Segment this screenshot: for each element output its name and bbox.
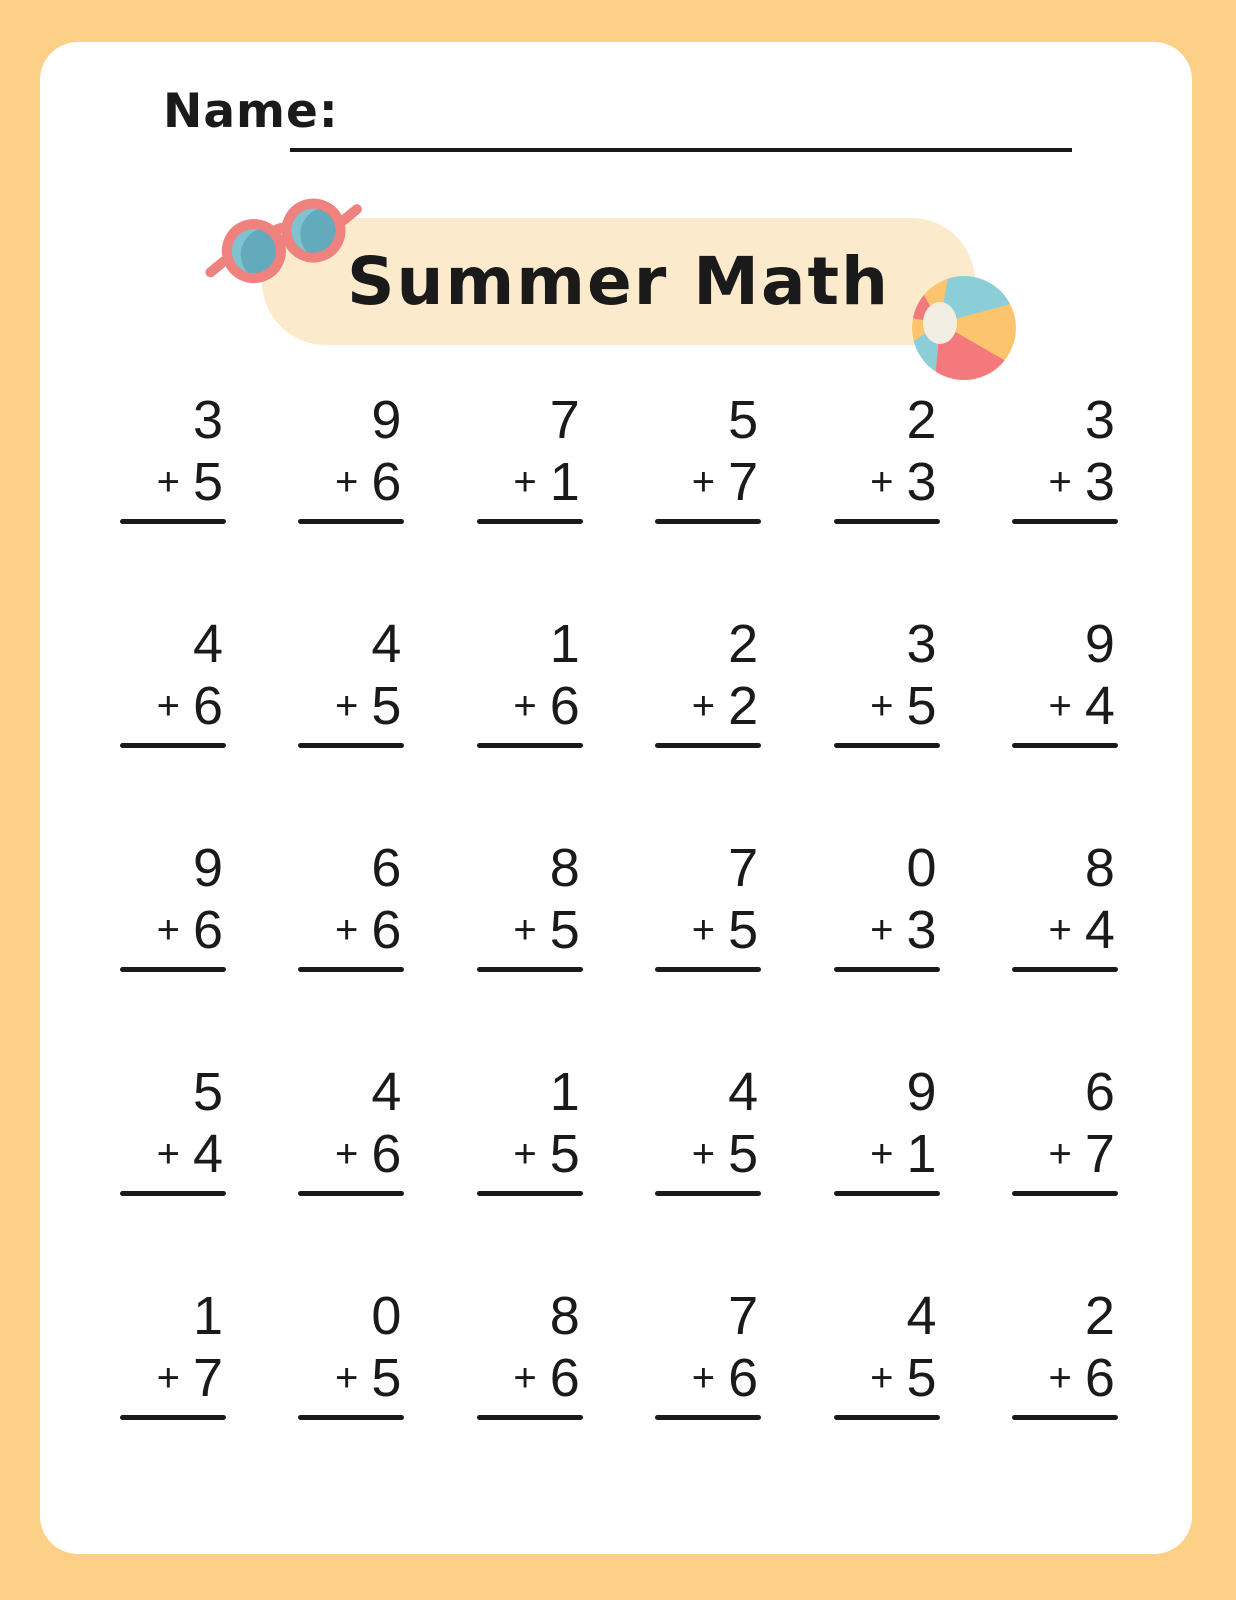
plus-operator: +: [156, 1132, 180, 1177]
addend-top: 3: [192, 390, 223, 450]
addition-problem: [120, 1288, 230, 1512]
addend-top: 7: [549, 390, 580, 450]
addend-top: 4: [906, 1286, 937, 1346]
answer-line[interactable]: [120, 1191, 226, 1196]
addend-top: 3: [1084, 390, 1115, 450]
addition-problem: [1012, 392, 1122, 616]
plus-operator: +: [156, 908, 180, 953]
answer-line[interactable]: [477, 967, 583, 972]
answer-line[interactable]: [298, 519, 404, 524]
plus-operator: +: [513, 460, 537, 505]
addend-bottom: 6: [371, 452, 402, 513]
plus-operator: +: [156, 684, 180, 729]
addend-bottom: 7: [1084, 1124, 1115, 1185]
addend-bottom-row: [655, 1348, 765, 1409]
addition-problem: [1012, 1064, 1122, 1288]
answer-line[interactable]: [834, 743, 940, 748]
plus-operator: +: [691, 1132, 716, 1177]
addition-problem: [477, 1288, 587, 1512]
addend-top: 0: [371, 1286, 402, 1346]
addition-problem: [477, 616, 587, 840]
addition-problem: [298, 392, 408, 616]
addend-bottom: 5: [728, 900, 759, 961]
plus-operator: +: [1048, 1132, 1072, 1177]
addend-bottom: 1: [906, 1124, 937, 1185]
addend-top: 5: [728, 390, 759, 450]
addition-problem: [477, 840, 587, 1064]
addition-problem: [120, 840, 230, 1064]
addend-bottom-row: [1012, 1124, 1122, 1185]
addend-bottom: 2: [728, 676, 759, 737]
addend-top: 8: [549, 838, 580, 898]
answer-line[interactable]: [120, 519, 226, 524]
answer-line[interactable]: [120, 967, 226, 972]
addend-bottom-row: [298, 1124, 408, 1185]
addend-top: 1: [549, 614, 580, 674]
answer-line[interactable]: [1012, 743, 1118, 748]
addend-top: 9: [192, 838, 223, 898]
addend-bottom: 5: [549, 900, 580, 961]
addend-bottom: 3: [906, 452, 937, 513]
addend-bottom-row: [1012, 452, 1122, 513]
plus-operator: +: [513, 1356, 537, 1401]
addition-problem: [834, 616, 944, 840]
addend-top: 1: [192, 1286, 223, 1346]
addend-top: 9: [371, 390, 402, 450]
answer-line[interactable]: [1012, 1415, 1118, 1420]
addend-top: 3: [906, 614, 937, 674]
plus-operator: +: [870, 684, 894, 729]
addition-problem: [1012, 1288, 1122, 1512]
addition-problem: [477, 392, 587, 616]
addend-top: 5: [192, 1062, 223, 1122]
addend-bottom: 6: [192, 900, 223, 961]
answer-line[interactable]: [655, 743, 761, 748]
addend-bottom-row: [298, 1348, 408, 1409]
addend-bottom-row: [1012, 1348, 1122, 1409]
addend-bottom: 5: [906, 676, 937, 737]
addition-problem: [298, 840, 408, 1064]
addition-problem: [834, 392, 944, 616]
answer-line[interactable]: [477, 743, 583, 748]
addend-bottom-row: [655, 900, 765, 961]
answer-line[interactable]: [477, 1415, 583, 1420]
addend-bottom-row: [120, 900, 230, 961]
answer-line[interactable]: [655, 1191, 761, 1196]
plus-operator: +: [691, 908, 716, 953]
answer-line[interactable]: [298, 967, 404, 972]
addition-problem: [120, 616, 230, 840]
addend-bottom-row: [477, 1124, 587, 1185]
name-label: Name:: [163, 84, 339, 139]
plus-operator: +: [1048, 460, 1072, 505]
addend-bottom-row: [120, 1348, 230, 1409]
addend-bottom-row: [477, 900, 587, 961]
addition-problem: [834, 1064, 944, 1288]
addend-bottom: 3: [1084, 452, 1115, 513]
addend-top: 8: [1084, 838, 1115, 898]
addend-bottom-row: [655, 452, 765, 513]
addend-bottom-row: [655, 676, 765, 737]
addend-bottom: 6: [728, 1348, 759, 1409]
answer-line[interactable]: [298, 743, 404, 748]
answer-line[interactable]: [298, 1191, 404, 1196]
addend-top: 8: [549, 1286, 580, 1346]
problems-grid: [120, 392, 1122, 1512]
addend-bottom: 5: [371, 1348, 402, 1409]
addend-bottom-row: [655, 1124, 765, 1185]
addend-top: 7: [728, 838, 759, 898]
addend-bottom-row: [1012, 900, 1122, 961]
answer-line[interactable]: [1012, 519, 1118, 524]
addend-bottom: 6: [371, 1124, 402, 1185]
plus-operator: +: [691, 684, 716, 729]
addend-bottom-row: [834, 676, 944, 737]
plus-operator: +: [334, 1132, 359, 1177]
addend-bottom-row: [477, 676, 587, 737]
addend-bottom-row: [834, 1124, 944, 1185]
plus-operator: +: [691, 460, 716, 505]
addend-bottom: 6: [549, 676, 580, 737]
plus-operator: +: [870, 460, 894, 505]
addend-bottom-row: [1012, 676, 1122, 737]
addend-top: 0: [906, 838, 937, 898]
plus-operator: +: [334, 1356, 359, 1401]
addend-bottom: 5: [192, 452, 223, 513]
addend-bottom: 7: [728, 452, 759, 513]
plus-operator: +: [870, 1132, 894, 1177]
addend-top: 4: [728, 1062, 759, 1122]
addition-problem: [655, 392, 765, 616]
addition-problem: [298, 1288, 408, 1512]
addend-top: 4: [371, 614, 402, 674]
addend-bottom: 5: [728, 1124, 759, 1185]
plus-operator: +: [513, 908, 537, 953]
addend-bottom-row: [477, 1348, 587, 1409]
addend-bottom: 6: [192, 676, 223, 737]
plus-operator: +: [1048, 684, 1072, 729]
plus-operator: +: [870, 908, 894, 953]
addend-bottom-row: [477, 452, 587, 513]
answer-line[interactable]: [655, 519, 761, 524]
addend-top: 2: [1084, 1286, 1115, 1346]
answer-line[interactable]: [1012, 967, 1118, 972]
addend-bottom: 5: [549, 1124, 580, 1185]
plus-operator: +: [1048, 1356, 1072, 1401]
addition-problem: [477, 1064, 587, 1288]
plus-operator: +: [691, 1356, 716, 1401]
addend-bottom: 5: [371, 676, 402, 737]
addition-problem: [298, 616, 408, 840]
addition-problem: [655, 1288, 765, 1512]
answer-line[interactable]: [120, 1415, 226, 1420]
answer-line[interactable]: [655, 967, 761, 972]
addend-bottom: 6: [549, 1348, 580, 1409]
addition-problem: [1012, 616, 1122, 840]
answer-line[interactable]: [298, 1415, 404, 1420]
plus-operator: +: [870, 1356, 894, 1401]
addition-problem: [298, 1064, 408, 1288]
addend-top: 9: [906, 1062, 937, 1122]
addition-problem: [120, 1064, 230, 1288]
addend-bottom: 4: [1084, 900, 1115, 961]
addend-bottom-row: [120, 452, 230, 513]
addend-bottom: 6: [371, 900, 402, 961]
addend-bottom-row: [834, 452, 944, 513]
addend-bottom: 1: [549, 452, 580, 513]
answer-line[interactable]: [834, 519, 940, 524]
answer-line[interactable]: [834, 967, 940, 972]
plus-operator: +: [513, 1132, 537, 1177]
addend-top: 4: [192, 614, 223, 674]
answer-line[interactable]: [834, 1191, 940, 1196]
addend-bottom: 5: [906, 1348, 937, 1409]
answer-line[interactable]: [834, 1415, 940, 1420]
addend-top: 1: [549, 1062, 580, 1122]
addend-bottom-row: [834, 900, 944, 961]
answer-line[interactable]: [120, 743, 226, 748]
plus-operator: +: [513, 684, 537, 729]
addition-problem: [834, 1288, 944, 1512]
page-title: Summer Math: [346, 243, 891, 320]
addend-bottom: 7: [192, 1348, 223, 1409]
addend-bottom: 4: [192, 1124, 223, 1185]
plus-operator: +: [334, 684, 359, 729]
addend-bottom-row: [120, 1124, 230, 1185]
name-fill-in-line[interactable]: [290, 148, 1072, 152]
addend-bottom-row: [834, 1348, 944, 1409]
addition-problem: [834, 840, 944, 1064]
addition-problem: [1012, 840, 1122, 1064]
plus-operator: +: [1048, 908, 1072, 953]
plus-operator: +: [156, 460, 180, 505]
addend-bottom: 4: [1084, 676, 1115, 737]
addend-top: 2: [728, 614, 759, 674]
sunglasses-icon: [192, 158, 364, 300]
answer-line[interactable]: [477, 1191, 583, 1196]
beach-ball-icon: [908, 276, 1020, 384]
addend-top: 4: [371, 1062, 402, 1122]
addend-bottom-row: [298, 676, 408, 737]
addend-bottom-row: [298, 452, 408, 513]
addend-top: 9: [1084, 614, 1115, 674]
addend-bottom-row: [298, 900, 408, 961]
addition-problem: [655, 840, 765, 1064]
addend-top: 6: [1084, 1062, 1115, 1122]
plus-operator: +: [156, 1356, 180, 1401]
addition-problem: [655, 1064, 765, 1288]
plus-operator: +: [334, 460, 359, 505]
answer-line[interactable]: [477, 519, 583, 524]
addend-bottom: 6: [1084, 1348, 1115, 1409]
addend-bottom-row: [120, 676, 230, 737]
answer-line[interactable]: [655, 1415, 761, 1420]
answer-line[interactable]: [1012, 1191, 1118, 1196]
plus-operator: +: [334, 908, 359, 953]
addend-top: 7: [728, 1286, 759, 1346]
addend-top: 2: [906, 390, 937, 450]
addend-bottom: 3: [906, 900, 937, 961]
addition-problem: [655, 616, 765, 840]
addition-problem: [120, 392, 230, 616]
addend-top: 6: [371, 838, 402, 898]
